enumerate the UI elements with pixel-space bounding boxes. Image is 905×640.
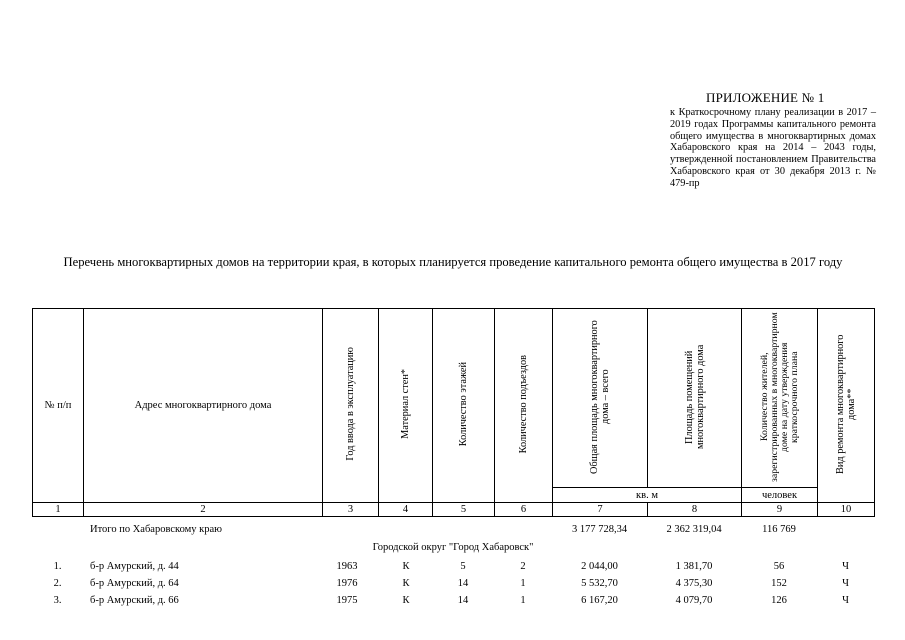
row-repair: Ч <box>842 561 849 572</box>
row-premises-area: 4 375,30 <box>675 578 713 589</box>
header-address: Адрес многоквартирного дома <box>84 309 323 503</box>
total-row <box>32 524 874 540</box>
row-year: 1975 <box>336 595 358 606</box>
header-premises-area: Площадь помещений многоквартирного дома <box>648 309 742 488</box>
header-total-area: Общая площадь многоквартирного дома – всего <box>553 309 648 488</box>
header-floors: Количество этажей <box>433 309 495 503</box>
header-num: № п/п <box>33 309 84 503</box>
col-number: 6 <box>495 503 553 517</box>
row-total-area: 5 532,70 <box>581 578 618 589</box>
header-year: Год ввода в эксплуатацию <box>323 309 379 503</box>
table-row <box>32 595 874 611</box>
row-total-area: 6 167,20 <box>581 595 618 606</box>
total-area-value: 3 177 728,34 <box>571 524 628 535</box>
col-number: 3 <box>323 503 379 517</box>
header-table <box>32 308 875 517</box>
row-material: К <box>402 595 410 606</box>
row-floors: 14 <box>457 578 469 589</box>
table-row <box>32 561 874 577</box>
unit-people: человек <box>742 488 818 503</box>
col-number: 10 <box>818 503 875 517</box>
total-premises-value: 2 362 319,04 <box>666 524 722 535</box>
row-address: б-р Амурский, д. 64 <box>90 578 179 589</box>
row-entrances: 1 <box>520 595 526 606</box>
header-residents: Количество жителей, зарегистрированных в многоквартирном доме на дату утверждения краткосрочного плана <box>742 309 818 488</box>
row-repair: Ч <box>842 595 849 606</box>
col-number: 1 <box>33 503 84 517</box>
appendix-text: к Краткосрочному плану реализации в 2017 – 2019 годах Программы капитального ремонта общего имущества в многоквартирных домах Хабаровского края на 2014 – 2043 годы, утвержденной постановлением Правительства Хабаровского края от 30 декабря 2013 г. № 479-пр <box>670 107 876 189</box>
row-material: К <box>402 561 410 572</box>
row-repair: Ч <box>842 578 849 589</box>
district-row <box>32 542 874 558</box>
unit-area: кв. м <box>553 488 742 503</box>
total-label: Итого по Хабаровскому краю <box>90 524 222 535</box>
table-row <box>32 578 874 594</box>
header-entrances: Количество подъездов <box>495 309 553 503</box>
appendix-title: ПРИЛОЖЕНИЕ № 1 <box>706 90 825 105</box>
row-material: К <box>402 578 410 589</box>
col-number: 5 <box>433 503 495 517</box>
row-entrances: 1 <box>520 578 526 589</box>
col-number: 8 <box>648 503 742 517</box>
col-number: 2 <box>84 503 323 517</box>
row-num: 1. <box>53 561 62 572</box>
row-premises-area: 4 079,70 <box>675 595 713 606</box>
row-residents: 126 <box>771 595 787 606</box>
document-heading: Перечень многоквартирных домов на территории края, в которых планируется проведение капитального ремонта общего имущества в 2017 году <box>63 255 843 269</box>
header-repair-type: Вид ремонта многоквартирного дома** <box>818 309 875 503</box>
row-total-area: 2 044,00 <box>581 561 618 572</box>
header-material: Материал стен* <box>379 309 433 503</box>
col-number: 7 <box>553 503 648 517</box>
row-year: 1963 <box>336 561 358 572</box>
col-number: 9 <box>742 503 818 517</box>
row-floors: 5 <box>460 561 466 572</box>
row-residents: 56 <box>773 561 785 572</box>
total-residents-value: 116 769 <box>762 524 796 535</box>
row-entrances: 2 <box>520 561 526 572</box>
row-num: 3. <box>53 595 62 606</box>
row-address: б-р Амурский, д. 66 <box>90 595 179 606</box>
row-residents: 152 <box>771 578 787 589</box>
row-floors: 14 <box>457 595 469 606</box>
row-address: б-р Амурский, д. 44 <box>90 561 179 572</box>
district-heading: Городской округ "Город Хабаровск" <box>372 542 534 553</box>
col-number: 4 <box>379 503 433 517</box>
row-year: 1976 <box>336 578 358 589</box>
row-premises-area: 1 381,70 <box>675 561 713 572</box>
row-num: 2. <box>53 578 62 589</box>
